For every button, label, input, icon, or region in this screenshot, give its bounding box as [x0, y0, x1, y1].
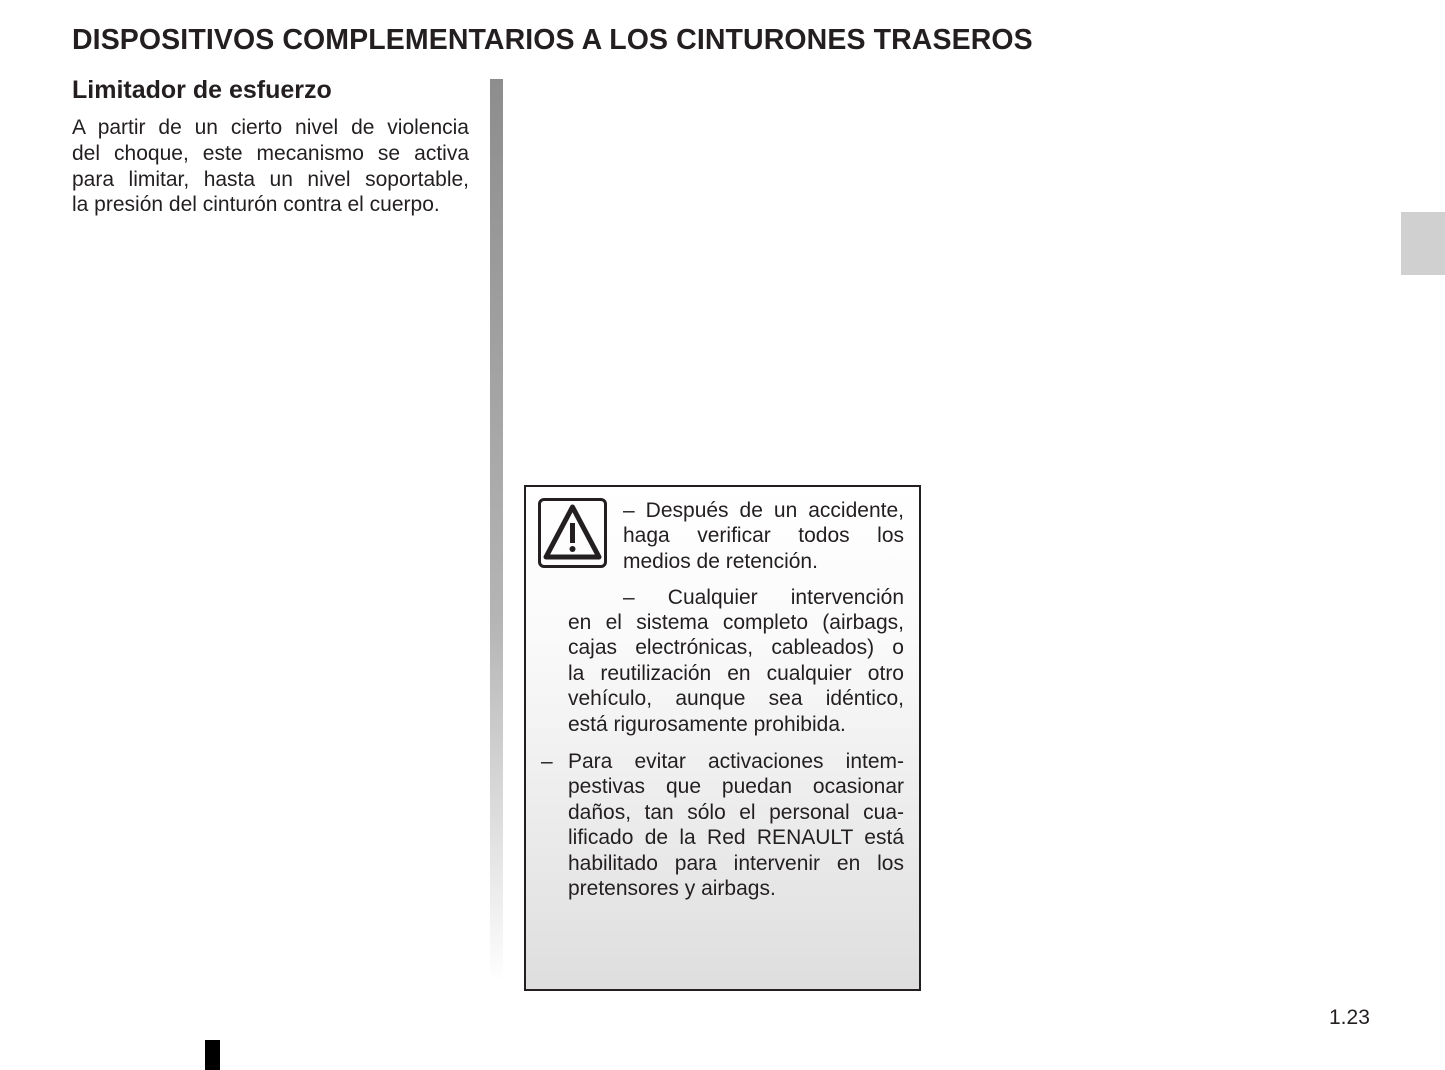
warning-line: medios de retención. — [623, 550, 818, 573]
page-title: DISPOSITIVOS COMPLEMENTARIOS A LOS CINTURONES TRASEROS — [72, 24, 1033, 56]
warning-line: habilitado para intervenir en los — [568, 852, 904, 875]
body-line: para limitar, hasta un nivel soportable, — [72, 168, 469, 191]
warning-line: en el sistema completo (airbags, — [568, 611, 904, 634]
warning-line: haga verificar todos los — [623, 524, 904, 547]
warning-line: está rigurosamente prohibida. — [568, 713, 846, 736]
body-line: del choque, este mecanismo se activa — [72, 142, 469, 165]
section-heading: Limitador de esfuerzo — [72, 76, 332, 104]
warning-line: Para evitar activaciones intem- — [568, 750, 904, 773]
warning-line: pestivas que puedan ocasionar — [568, 775, 904, 798]
chapter-tab — [1401, 212, 1445, 275]
crop-mark — [205, 1040, 220, 1070]
warning-line: lificado de la Red RENAULT está — [568, 826, 904, 849]
warning-line: cajas electrónicas, cableados) o — [568, 636, 904, 659]
warning-line: vehículo, aunque sea idéntico, — [568, 687, 904, 710]
body-line: A partir de un cierto nivel de violencia — [72, 116, 469, 139]
list-dash: – — [541, 750, 553, 773]
body-line: la presión del cinturón contra el cuerpo. — [72, 193, 440, 216]
page-number: 1.23 — [1329, 1006, 1370, 1029]
warning-line: la reutilización en cualquier otro — [568, 662, 904, 685]
warning-line: – Cualquier intervención — [623, 586, 904, 609]
column-divider — [490, 79, 503, 984]
warning-line: – Después de un accidente, — [623, 499, 904, 522]
warning-line: pretensores y airbags. — [568, 877, 776, 900]
warning-triangle-icon — [538, 498, 607, 568]
warning-line: daños, tan sólo el personal cua- — [568, 801, 904, 824]
